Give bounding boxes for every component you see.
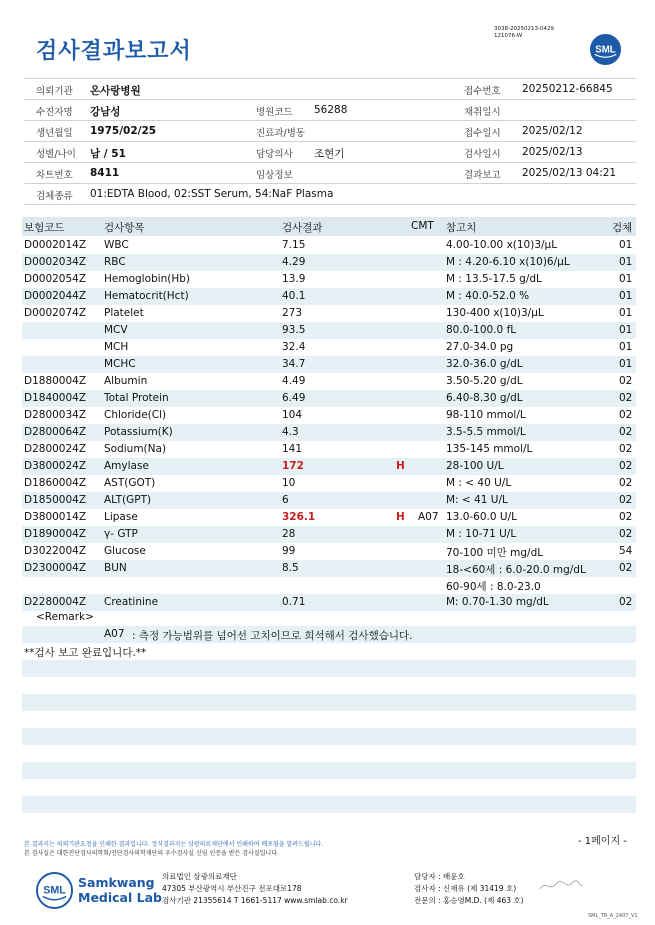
row-specimen: 01: [619, 341, 633, 353]
row-reference: M: 0.70-1.30 mg/dL: [446, 596, 549, 608]
row-result: 8.5: [282, 562, 299, 574]
row-reference: 28-100 U/L: [446, 460, 504, 472]
info-row-sex-age: [24, 141, 636, 162]
row-insurance-code: D0002034Z: [24, 256, 87, 268]
row-insurance-code: D2280004Z: [24, 596, 87, 608]
row-specimen: 01: [619, 358, 633, 370]
staff-line-2: 검사자 : 신재유 (제 31419 호): [414, 884, 517, 893]
row-insurance-code: D3022004Z: [24, 545, 87, 557]
row-specimen: 01: [619, 324, 633, 336]
remark-code-row: [22, 626, 636, 643]
row-specimen: 02: [619, 460, 633, 472]
row-insurance-code: D1860004Z: [24, 477, 87, 489]
row-reference: M : < 40 U/L: [446, 477, 512, 489]
row-insurance-code: D1890004Z: [24, 528, 87, 540]
name-value: 강남성: [90, 106, 121, 118]
row-insurance-code: D0002074Z: [24, 307, 87, 319]
row-insurance-code: D1850004Z: [24, 494, 87, 506]
table-row: [22, 458, 636, 475]
row-flag: H: [396, 511, 405, 523]
row-result: 40.1: [282, 290, 306, 302]
hospital-code-label: 병원코드: [256, 107, 293, 118]
row-test-item: Hematocrit(Hct): [104, 290, 189, 302]
row-test-item: MCHC: [104, 358, 136, 370]
row-test-item: Chloride(Cl): [104, 409, 167, 421]
table-row: [22, 322, 636, 339]
row-reference: M : 13.5-17.5 g/dL: [446, 273, 542, 285]
row-reference: 32.0-36.0 g/dL: [446, 358, 523, 370]
row-reference: 13.0-60.0 U/L: [446, 511, 517, 523]
doctor-value: 조현기: [314, 148, 345, 160]
row-reference: M : 10-71 U/L: [446, 528, 517, 540]
row-insurance-code: D0002014Z: [24, 239, 87, 251]
sml-logo-text: SML: [595, 44, 616, 56]
remark-label: <Remark>: [36, 611, 94, 623]
specimen-label: 검체종류: [36, 191, 73, 202]
row-test-item: Potassium(K): [104, 426, 173, 438]
receipt-no-value: 20250212-66845: [522, 83, 613, 95]
row-specimen: 01: [619, 256, 633, 268]
completion-text: **검사 보고 완료입니다.**: [24, 647, 147, 659]
table-row: [22, 356, 636, 373]
row-result: 7.15: [282, 239, 306, 251]
row-specimen: 01: [619, 239, 633, 251]
row-test-item: Sodium(Na): [104, 443, 167, 455]
doctor-label: 담당의사: [256, 149, 293, 160]
row-insurance-code: D3800024Z: [24, 460, 87, 472]
row-test-item: Glucose: [104, 545, 146, 557]
table-row: [22, 441, 636, 458]
row-test-item: MCH: [104, 341, 129, 353]
form-code: SML_TR_A_2407_V1: [588, 913, 638, 919]
table-row: [22, 407, 636, 424]
row-result: 172: [282, 460, 304, 472]
row-test-item: Lipase: [104, 511, 138, 523]
row-result: 99: [282, 545, 296, 557]
table-row: [22, 254, 636, 271]
row-result: 273: [282, 307, 303, 319]
row-reference: M: < 41 U/L: [446, 494, 508, 506]
row-specimen: 02: [619, 494, 633, 506]
address-line-2: 47305 부산광역시 부산진구 전포대로178: [162, 884, 302, 893]
row-reference: 80.0-100.0 fL: [446, 324, 517, 336]
table-row: [22, 373, 636, 390]
row-reference: 27.0-34.0 pg: [446, 341, 514, 353]
row-specimen: 02: [619, 392, 633, 404]
brand-name: [78, 875, 162, 905]
row-test-item: BUN: [104, 562, 127, 574]
col-code-header: 보험코드: [24, 222, 65, 234]
results-table-header: [22, 217, 636, 236]
row-reference: 18-<60세 : 6.0-20.0 mg/dL: [446, 564, 586, 576]
row-result: 4.3: [282, 426, 299, 438]
chart-no-label: 차트번호: [36, 170, 73, 181]
row-specimen: 02: [619, 562, 633, 574]
row-flag: H: [396, 460, 405, 472]
chart-no-value: 8411: [90, 167, 120, 179]
row-reference: 3.50-5.20 g/dL: [446, 375, 523, 387]
col-cmt-header: CMT: [411, 220, 434, 232]
document-code-line1: 3038-20250213-0429: [494, 26, 554, 32]
info-row-chart: [24, 162, 636, 183]
footer-notes: [24, 840, 323, 858]
row-specimen: 02: [619, 443, 633, 455]
table-row: [22, 560, 636, 577]
row-reference: M : 40.0-52.0 %: [446, 290, 530, 302]
blank-row: [22, 762, 636, 779]
row-test-item: WBC: [104, 239, 129, 251]
row-specimen: 54: [619, 545, 633, 557]
sex-age-label: 성별/나이: [36, 149, 76, 160]
footer-note-2: 본 검사실은 대한진단검사의학회/진단검사의학재단의 우수검사실 신임 인증을 받은 검사실입니다.: [24, 850, 279, 857]
page-title: 검사결과보고서: [36, 39, 192, 64]
report-date-label: 결과보고: [464, 170, 501, 181]
row-test-item: γ- GTP: [104, 528, 138, 540]
hospital-code-value: 56288: [314, 104, 348, 116]
info-row-name: [24, 99, 636, 120]
sex-age-value: 남 / 51: [90, 148, 126, 160]
specimen-value: 01:EDTA Blood, 02:SST Serum, 54:NaF Plasma: [90, 188, 334, 200]
row-test-item: AST(GOT): [104, 477, 156, 489]
row-insurance-code: D3800014Z: [24, 511, 87, 523]
info-row-birth: [24, 120, 636, 141]
blank-row: [22, 660, 636, 677]
remark-code: A07: [104, 628, 125, 640]
birth-label: 생년월일: [36, 128, 73, 139]
row-test-item: RBC: [104, 256, 126, 268]
page-number: - 1페이지 -: [578, 836, 627, 847]
document-code: [494, 26, 554, 40]
row-result: 0.71: [282, 596, 306, 608]
table-row: [22, 424, 636, 441]
report-date-value: 2025/02/13 04:21: [522, 167, 617, 179]
table-row: [22, 339, 636, 356]
name-label: 수진자명: [36, 107, 73, 118]
address-line-3: 검사기관 21355614 T 1661-5117 www.smlab.co.kr: [162, 896, 348, 905]
sml-footer-logo-text: SML: [43, 884, 66, 897]
row-specimen: 01: [619, 273, 633, 285]
table-row: [22, 475, 636, 492]
table-row: [22, 390, 636, 407]
row-reference: 130-400 x(10)3/μL: [446, 307, 544, 319]
row-insurance-code: D2800064Z: [24, 426, 87, 438]
row-reference: 4.00-10.00 x(10)3/μL: [446, 239, 558, 251]
remark-text: : 측정 가능범위를 넘어선 고치이므로 희석해서 검사했습니다.: [132, 630, 413, 642]
footer-staff: [414, 871, 524, 907]
row-result: 34.7: [282, 358, 306, 370]
row-result: 13.9: [282, 273, 306, 285]
row-comment: A07: [418, 511, 439, 523]
row-specimen: 02: [619, 409, 633, 421]
row-reference: M : 4.20-6.10 x(10)6/μL: [446, 256, 570, 268]
staff-line-1: 담당자 : 배윤호: [414, 872, 465, 881]
receipt-date-value: 2025/02/12: [522, 125, 583, 137]
row-reference: 3.5-5.5 mmol/L: [446, 426, 526, 438]
staff-line-3: 전문의 : 홍승영M.D. (제 463 호): [414, 896, 524, 905]
blank-row: [22, 796, 636, 813]
table-row: [22, 509, 636, 526]
blank-row: [22, 694, 636, 711]
row-specimen: 02: [619, 528, 633, 540]
row-insurance-code: D0002054Z: [24, 273, 87, 285]
row-insurance-code: D2800034Z: [24, 409, 87, 421]
row-insurance-code: D2800024Z: [24, 443, 87, 455]
test-date-value: 2025/02/13: [522, 146, 583, 158]
row-result: 4.29: [282, 256, 306, 268]
address-line-1: 의료법인 삼광의료재단: [162, 872, 237, 881]
row-result: 6: [282, 494, 289, 506]
sml-footer-logo-icon: [36, 872, 73, 909]
signature-icon: [538, 878, 584, 894]
info-row-specimen: [24, 183, 636, 204]
row-insurance-code: D1840004Z: [24, 392, 87, 404]
row-test-item: MCV: [104, 324, 128, 336]
table-row: [22, 577, 636, 594]
row-insurance-code: D2300004Z: [24, 562, 87, 574]
clinical-info-label: 임상정보: [256, 170, 293, 181]
receipt-no-label: 접수번호: [464, 86, 501, 97]
completion-row: [22, 643, 636, 660]
row-result: 141: [282, 443, 303, 455]
collect-date-label: 채취일시: [464, 107, 501, 118]
table-row: [22, 543, 636, 560]
row-test-item: Total Protein: [104, 392, 169, 404]
sml-logo-icon: [589, 33, 622, 66]
blank-row: [22, 728, 636, 745]
row-insurance-code: D1880004Z: [24, 375, 87, 387]
hospital-value: 온사랑병원: [90, 85, 141, 97]
row-reference: 98-110 mmol/L: [446, 409, 526, 421]
row-result: 10: [282, 477, 296, 489]
row-test-item: Albumin: [104, 375, 148, 387]
row-reference: 70-100 미만 mg/dL: [446, 547, 544, 559]
table-row: [22, 288, 636, 305]
row-reference: 6.40-8.30 g/dL: [446, 392, 523, 404]
row-specimen: 02: [619, 375, 633, 387]
row-test-item: Hemoglobin(Hb): [104, 273, 191, 285]
row-test-item: Creatinine: [104, 596, 159, 608]
row-reference: 135-145 mmol/L: [446, 443, 533, 455]
row-test-item: Platelet: [104, 307, 144, 319]
row-reference: 60-90세 : 8.0-23.0: [446, 581, 541, 593]
row-test-item: ALT(GPT): [104, 494, 152, 506]
table-row: [22, 492, 636, 509]
table-row: [22, 271, 636, 288]
document-code-line2: 121076-W: [494, 33, 523, 39]
table-row: [22, 526, 636, 543]
row-result: 32.4: [282, 341, 306, 353]
dept-label: 진료과/병동: [256, 128, 306, 139]
col-item-header: 검사항목: [104, 222, 145, 234]
info-row-hospital: [24, 78, 636, 99]
hospital-label: 의뢰기관: [36, 86, 73, 97]
table-row: [22, 305, 636, 322]
receipt-date-label: 접수일시: [464, 128, 501, 139]
row-result: 28: [282, 528, 296, 540]
birth-value: 1975/02/25: [90, 125, 157, 137]
brand-line-2: Medical Lab: [78, 890, 162, 905]
row-insurance-code: D0002044Z: [24, 290, 87, 302]
col-result-header: 검사결과: [282, 222, 323, 234]
row-result: 4.49: [282, 375, 306, 387]
test-date-label: 검사일시: [464, 149, 501, 160]
row-specimen: 02: [619, 426, 633, 438]
footer-note-1: 본 결과지는 의뢰기관요청을 인쇄한 결과입니다. 정식결과지는 삼광의료재단에서 인쇄하여 배포됨을 알려드립니다.: [24, 841, 324, 848]
row-result: 6.49: [282, 392, 306, 404]
col-ref-header: 참고치: [446, 222, 477, 234]
row-result: 104: [282, 409, 303, 421]
row-specimen: 02: [619, 511, 633, 523]
remark-label-row: [22, 609, 636, 626]
row-test-item: Amylase: [104, 460, 149, 472]
brand-line-1: Samkwang: [78, 875, 155, 890]
table-row: [22, 237, 636, 254]
row-result: 326.1: [282, 511, 316, 523]
row-specimen: 02: [619, 596, 633, 608]
row-result: 93.5: [282, 324, 306, 336]
row-specimen: 02: [619, 477, 633, 489]
row-specimen: 01: [619, 290, 633, 302]
row-specimen: 01: [619, 307, 633, 319]
footer-address: [162, 871, 348, 907]
col-specimen-header: 검체: [612, 222, 633, 234]
